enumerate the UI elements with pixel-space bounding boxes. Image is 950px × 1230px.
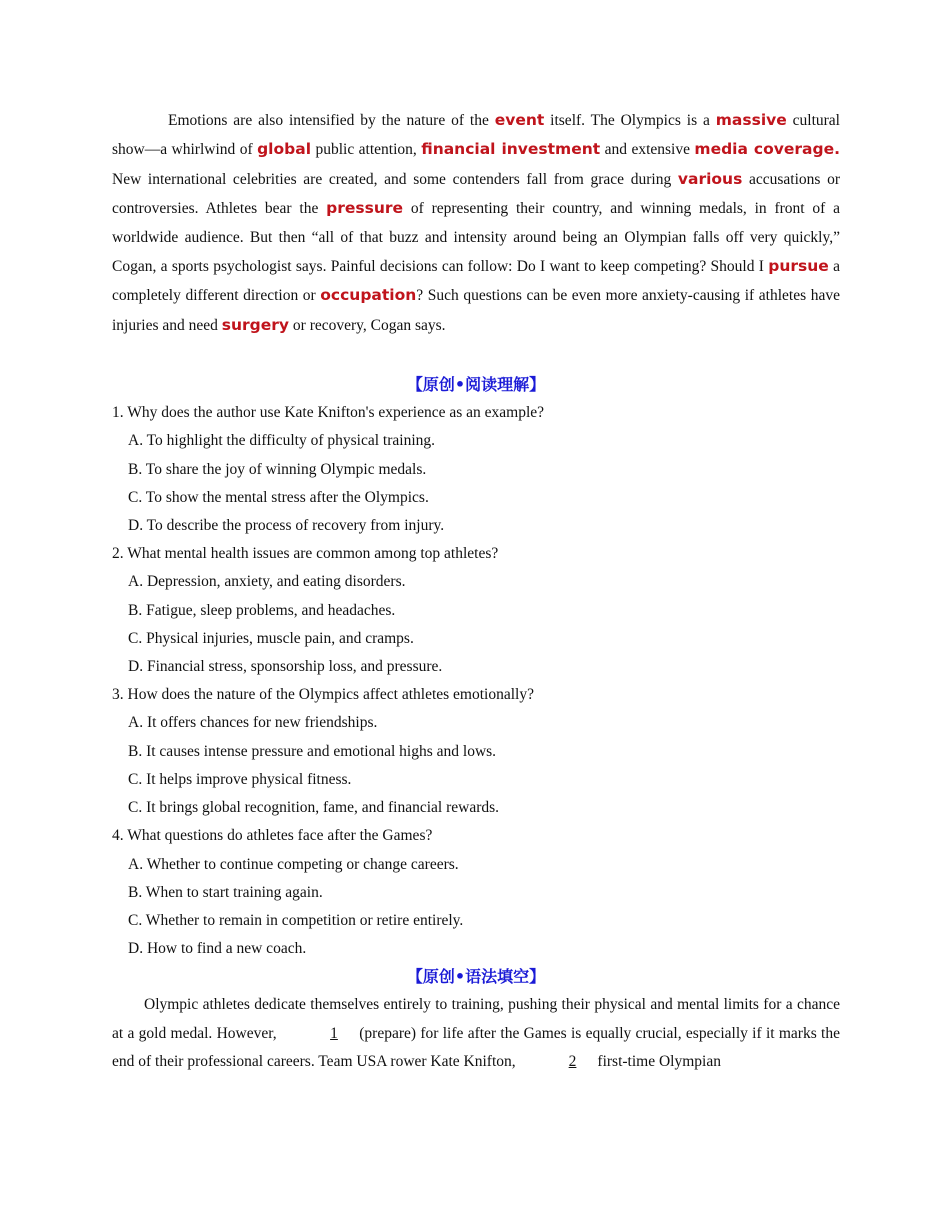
passage-text: or recovery, Cogan says. bbox=[289, 316, 446, 334]
answer-option: B. To share the joy of winning Olympic medals. bbox=[128, 460, 427, 478]
grammar-text-1: Olympic athletes dedicate themselves entirely to training, pushing their physical and mental limits for a chance at a gold medal. However, bbox=[112, 996, 840, 1042]
answer-option: C. Whether to remain in competition or retire entirely. bbox=[128, 911, 464, 929]
passage-text: ? Such questions can be even more anxiety-causing if athletes have injuries and need bbox=[112, 287, 840, 334]
answer-option: A. Whether to continue competing or change careers. bbox=[128, 855, 459, 873]
answer-option: D. To describe the process of recovery from injury. bbox=[128, 517, 445, 535]
grammar-text-2: (prepare) for life after the Games is equally crucial, especially if it marks the end of their professional careers. Team USA rower Kate Knifton, bbox=[112, 1024, 840, 1071]
keyword-highlight: pressure bbox=[326, 199, 404, 218]
reading-comprehension-heading: 【原创•阅读理解】 bbox=[406, 375, 546, 395]
grammar-fill-heading: 【原创•语法填空】 bbox=[406, 967, 546, 987]
blank-2: 2 bbox=[568, 1053, 577, 1071]
question-stem: 4. What questions do athletes face after the Games? bbox=[112, 827, 433, 845]
passage-text: and extensive bbox=[600, 141, 695, 159]
keyword-highlight: event bbox=[494, 111, 545, 129]
answer-option: D. Financial stress, sponsorship loss, and pressure. bbox=[128, 658, 443, 676]
passage-text: accusations or controversies. Athletes bear the bbox=[112, 170, 841, 218]
blank-1: 1 bbox=[330, 1024, 338, 1042]
keyword-highlight: pursue bbox=[768, 257, 829, 276]
document-page bbox=[112, 106, 840, 1077]
question-stem: 3. How does the nature of the Olympics affect athletes emotionally? bbox=[112, 686, 534, 704]
question-stem: 1. Why does the author use Kate Knifton's experience as an example? bbox=[112, 404, 545, 422]
answer-option: C. To show the mental stress after the Olympics. bbox=[128, 488, 429, 506]
passage-text: New international celebrities are created, and some contenders fall from grace during bbox=[112, 170, 678, 188]
passage-text: itself. The Olympics is a bbox=[544, 112, 716, 129]
keyword-highlight: media coverage. bbox=[694, 140, 840, 159]
answer-option: C. It helps improve physical fitness. bbox=[128, 770, 352, 788]
grammar-paragraph bbox=[112, 991, 840, 1076]
keyword-highlight: massive bbox=[715, 111, 787, 129]
answer-option: A. Depression, anxiety, and eating disorders. bbox=[128, 573, 406, 591]
keyword-highlight: surgery bbox=[221, 315, 290, 334]
passage-paragraph bbox=[112, 106, 840, 340]
keyword-highlight: financial investment bbox=[421, 140, 601, 159]
grammar-text-3: first-time Olympian bbox=[593, 1053, 721, 1071]
answer-option: A. It offers chances for new friendships. bbox=[128, 714, 378, 732]
answer-option: B. When to start training again. bbox=[128, 883, 323, 901]
question-list bbox=[112, 399, 840, 963]
passage-text: public attention, bbox=[311, 141, 422, 159]
answer-option: D. How to find a new coach. bbox=[128, 940, 307, 958]
keyword-highlight: various bbox=[677, 169, 743, 188]
answer-option: A. To highlight the difficulty of physical training. bbox=[128, 432, 436, 450]
answer-option: C. Physical injuries, muscle pain, and cramps. bbox=[128, 629, 414, 647]
answer-option: B. Fatigue, sleep problems, and headaches. bbox=[128, 601, 396, 619]
question-stem: 2. What mental health issues are common among top athletes? bbox=[112, 545, 499, 563]
passage-text: Emotions are also intensified by the nature of the bbox=[168, 112, 495, 129]
keyword-highlight: global bbox=[257, 140, 312, 159]
keyword-highlight: occupation bbox=[320, 286, 417, 305]
passage-text: cultural show—a whirlwind of bbox=[112, 112, 840, 159]
passage-text: a completely different direction or bbox=[112, 258, 840, 305]
passage-text: of representing their country, and winning medals, in front of a worldwide audience. But then “all of that buzz and intensity around being an Olympian falls off very quickly,” Cogan, a sports psychologist says. Painful decisions can follow: Do I want to keep competing? Should I bbox=[112, 200, 840, 276]
answer-option: B. It causes intense pressure and emotional highs and lows. bbox=[128, 742, 497, 760]
answer-option: C. It brings global recognition, fame, and financial rewards. bbox=[128, 799, 500, 817]
